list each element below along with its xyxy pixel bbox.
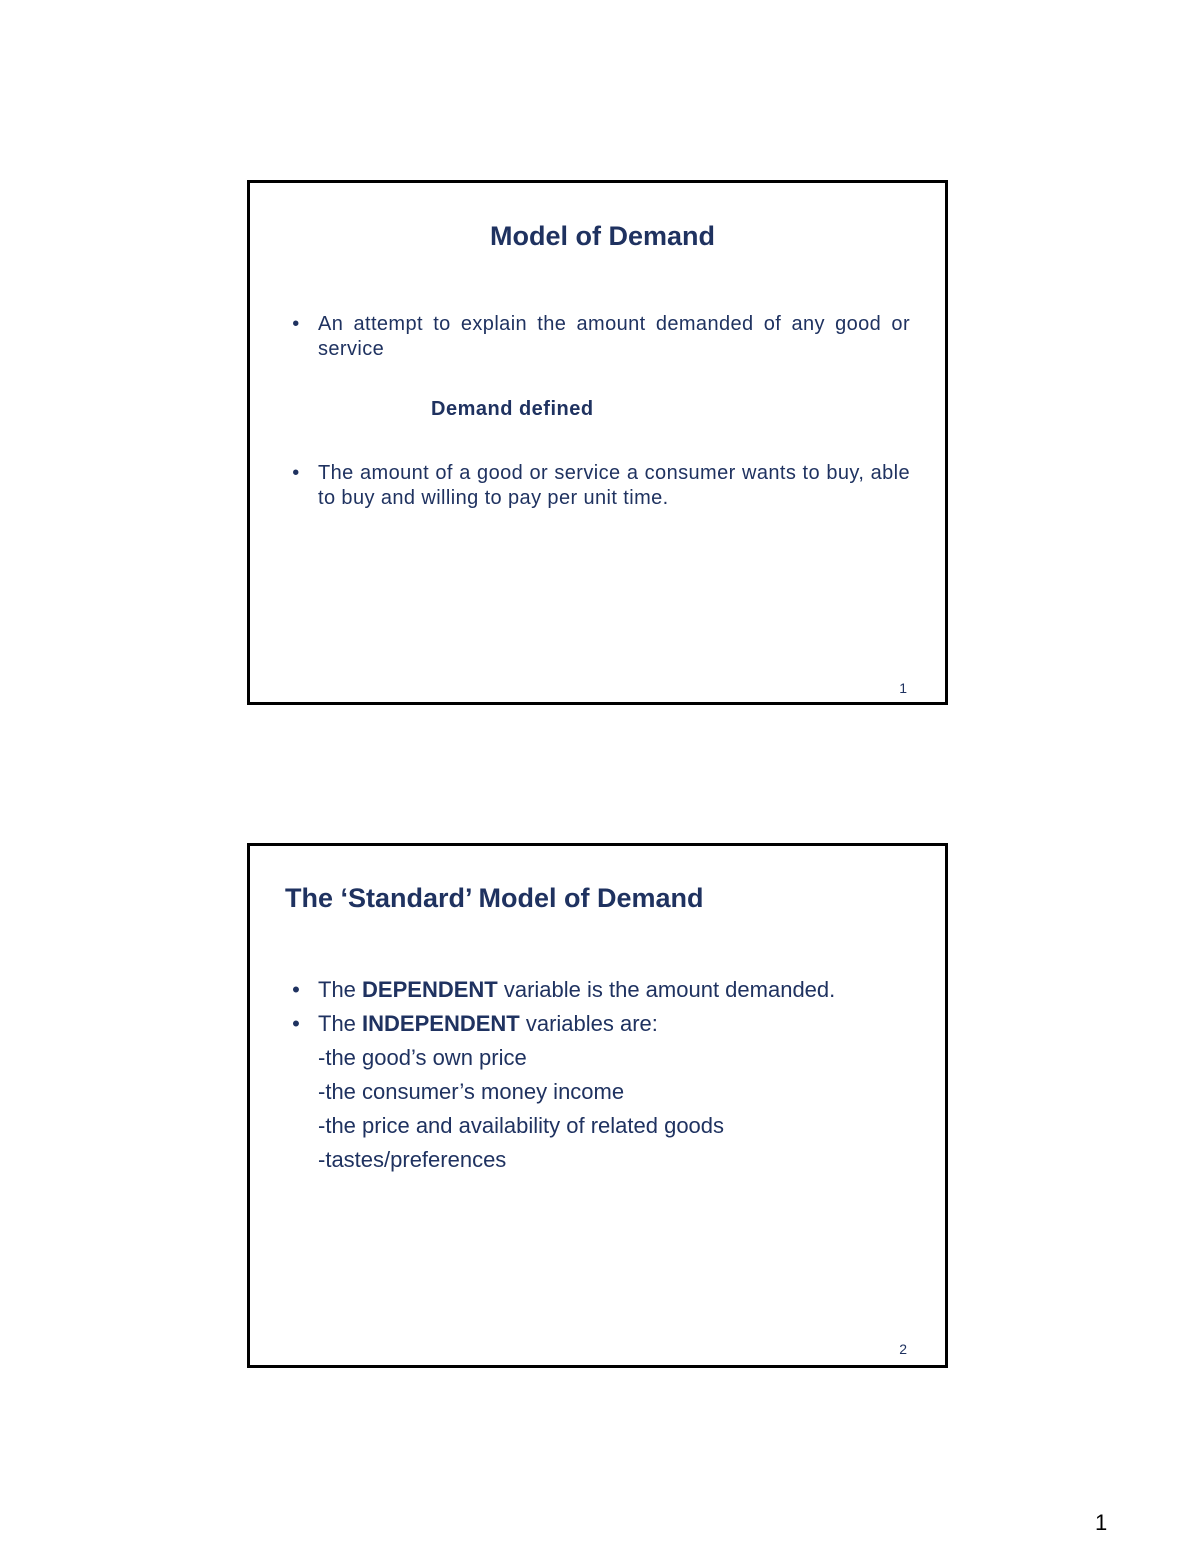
bullet-emphasis: DEPENDENT [362,977,498,1002]
bullet-text-suffix: variables are: [519,1011,658,1036]
bullet-icon: • [292,462,300,484]
bullet-icon: • [292,1011,300,1036]
bullet-item [288,312,910,362]
list-item: -the consumer’s money income [318,1079,625,1104]
bullet-item [288,1007,910,1041]
page-number: 1 [1095,1510,1108,1535]
slide-1 [247,180,948,705]
bullet-text: The amount of a good or service a consumer wants to buy, able to buy and willing to pay per unit time. [318,462,910,509]
list-item: -the good’s own price [318,1045,527,1070]
bullet-text-suffix: variable is the amount demanded. [497,977,836,1002]
list-item: -the price and availability of related goods [318,1113,725,1138]
slide-title: Model of Demand [489,221,715,251]
bullet-item [288,973,910,1007]
bullet-text: An attempt to explain the amount demanded of any good or service [318,313,910,360]
bullet-emphasis: INDEPENDENT [362,1011,520,1036]
bullet-text-prefix: The [318,1011,363,1036]
bullet-icon: • [292,313,300,335]
slide-number: 2 [899,1341,907,1357]
slide-number: 1 [899,680,907,696]
bullet-item [288,461,910,511]
bullet-text-prefix: The [318,977,363,1002]
slide-title: The ‘Standard’ Model of Demand [285,883,704,913]
subheading: Demand defined [431,398,594,420]
list-item: -tastes/preferences [318,1147,507,1172]
bullet-icon: • [292,977,300,1002]
slide-2 [247,843,948,1368]
independent-variables-list [318,1041,724,1177]
